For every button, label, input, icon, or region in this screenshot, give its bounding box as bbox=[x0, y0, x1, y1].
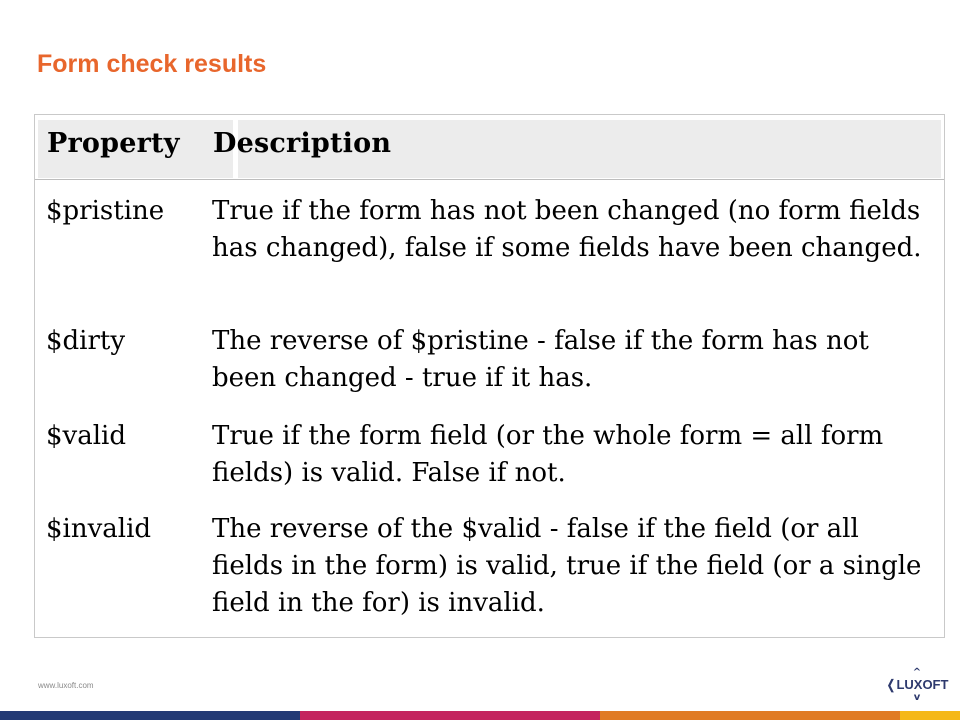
property-cell: $invalid bbox=[46, 514, 152, 544]
property-cell: $pristine bbox=[46, 196, 165, 226]
property-cell: $dirty bbox=[46, 326, 126, 356]
properties-table bbox=[34, 114, 945, 638]
description-cell: True if the form field (or the whole form = all form fields) is valid. False if not. bbox=[212, 421, 884, 488]
bar-segment-navy bbox=[0, 711, 300, 720]
description-cell: True if the form has not been changed (no form fields has changed), false if some fields have been changed. bbox=[212, 196, 922, 263]
bar-segment-magenta bbox=[300, 711, 600, 720]
brand-color-bar bbox=[0, 711, 960, 720]
luxoft-logo bbox=[885, 668, 949, 708]
logo-wordmark: ❬LUXOFT bbox=[885, 677, 949, 692]
property-cell: $valid bbox=[46, 421, 127, 451]
slide-title: Form check results bbox=[37, 50, 267, 78]
footer-url: www.luxoft.com bbox=[38, 681, 94, 690]
header-rule bbox=[35, 179, 944, 180]
header-description: Description bbox=[213, 128, 392, 159]
logo-up-caret-icon: ^ bbox=[912, 667, 922, 678]
bar-segment-orange bbox=[600, 711, 900, 720]
description-cell: The reverse of the $valid - false if the field (or all fields in the form) is valid, true if the field (or a single field in the for) is invalid. bbox=[212, 514, 922, 618]
bar-segment-yellow bbox=[900, 711, 960, 720]
description-cell: The reverse of $pristine - false if the form has not been changed - true if it has. bbox=[212, 326, 869, 393]
header-property: Property bbox=[47, 128, 180, 159]
logo-down-caret-icon: v bbox=[913, 692, 921, 703]
